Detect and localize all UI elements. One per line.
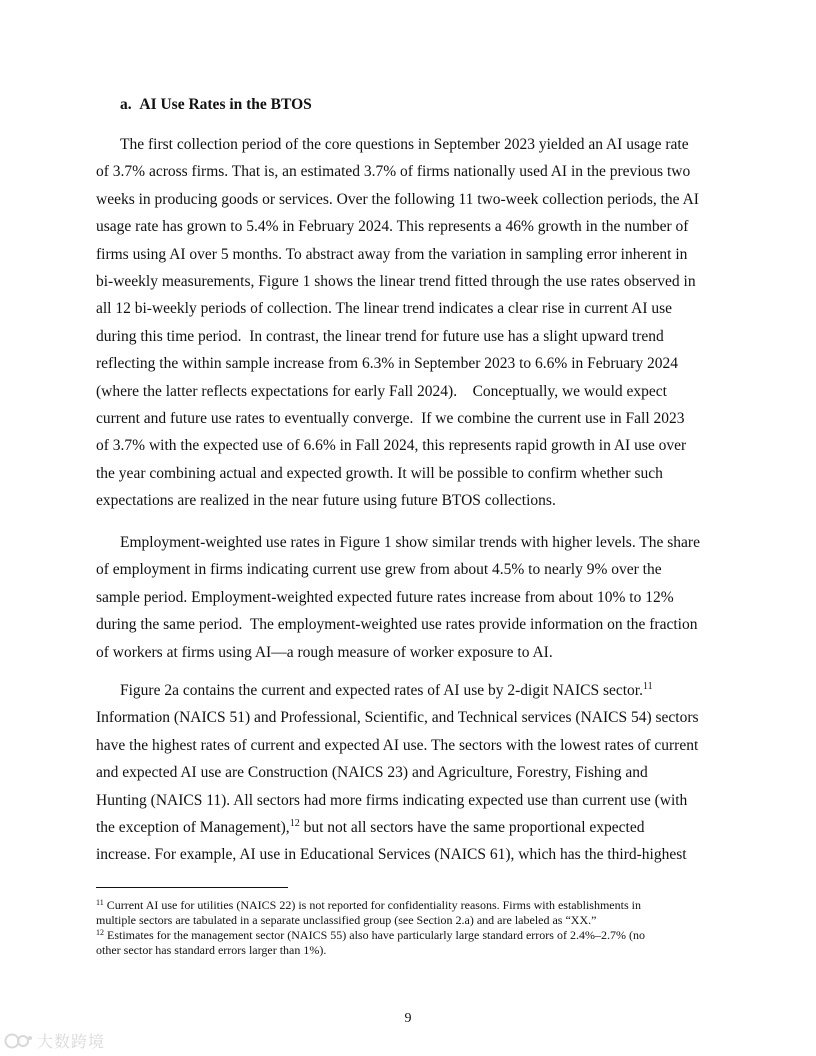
footnote-12-marker: 12 [96,928,104,937]
footnotes [96,898,720,958]
paragraph-1-line: during this time period. In contrast, the linear trend for future use has a slight upward trend [96,327,664,345]
footnote-11-continued: multiple sectors are tabulated in a separate unclassified group (see Section 2.a) and are labeled as “XX.” [96,913,597,927]
paragraph-1-line: expectations are realized in the near future using future BTOS collections. [96,492,556,510]
paragraph-3-line [96,814,724,841]
paragraph-1-line: firms using AI over 5 months. To abstract away from the variation in sampling error inherent in [96,245,688,263]
paragraph-3-text: Figure 2a contains the current and expected rates of AI use by 2-digit NAICS sector. [120,682,643,699]
paragraph-1 [96,131,724,514]
footnote-12 [96,928,720,943]
section-heading: a. AI Use Rates in the BTOS [120,96,312,113]
paragraph-1-line: the year combining actual and expected growth. It will be possible to confirm whether such [96,464,663,482]
paragraph-1-line: The first collection period of the core questions in September 2023 yielded an AI usage rate [120,136,689,153]
paragraph-2-line: of workers at firms using AI—a rough measure of worker exposure to AI. [96,643,553,661]
paragraph-3-line [96,677,724,704]
footnote-11-text: Current AI use for utilities (NAICS 22) is not reported for confidentiality reasons. Firms with establishments in [103,898,641,912]
watermark-text: 大数跨境 [37,1032,106,1051]
paragraph-3-line: Information (NAICS 51) and Professional, Scientific, and Technical services (NAICS 54) sectors [96,709,699,727]
footnote-12-continued: other sector has standard errors larger than 1%). [96,943,327,957]
watermark [4,1029,105,1052]
paragraph-3-line: Hunting (NAICS 11). All sectors had more firms indicating expected use than current use (with [96,791,688,809]
paragraph-1-line: of 3.7% with the expected use of 6.6% in Fall 2024, this represents rapid growth in AI use over [96,437,687,455]
page-number: 9 [404,1011,412,1026]
paragraph-2-line: of employment in firms indicating current use grew from about 4.5% to nearly 9% over the [96,561,662,579]
footnote-ref-11[interactable]: 11 [642,681,653,692]
paragraph-1-line: all 12 bi-weekly periods of collection. The linear trend indicates a clear rise in current AI use [96,300,673,318]
paragraph-3-text: the exception of Management), [96,818,290,836]
paragraph-3 [96,677,724,869]
footnote-11-marker: 11 [96,898,104,907]
paragraph-2-line: sample period. Employment-weighted expected future rates increase from about 10% to 12% [96,588,674,606]
paragraph-2-line: during the same period. The employment-weighted use rates provide information on the fraction [96,616,698,634]
paragraph-1-line: of 3.7% across firms. That is, an estimated 3.7% of firms nationally used AI in the previous two [96,163,691,181]
paragraph-1-line: usage rate has grown to 5.4% in February 2024. This represents a 46% growth in the number of [96,218,689,236]
footnote-ref-12[interactable]: 12 [289,817,300,829]
paragraph-1-line: bi-weekly measurements, Figure 1 shows the linear trend fitted through the use rates observed in [96,272,696,290]
paragraph-3-text: but not all sectors have the same proportional expected [299,818,645,836]
paragraph-3-line: have the highest rates of current and expected AI use. The sectors with the lowest rates of current [96,736,699,754]
watermark-logo-icon [4,1032,34,1050]
paragraph-1-line: current and future use rates to eventually converge. If we combine the current use in Fall 2023 [96,409,685,427]
paragraph-3-line: and expected AI use are Construction (NAICS 23) and Agriculture, Forestry, Fishing and [96,764,648,782]
paragraph-3-line: increase. For example, AI use in Educational Services (NAICS 61), which has the third-highest [96,846,687,864]
footnote-11 [96,898,720,913]
paragraph-2-line: Employment-weighted use rates in Figure 1 show similar trends with higher levels. The share [120,534,700,551]
footnote-divider [96,887,288,888]
paragraph-1-line: reflecting the within sample increase from 6.3% in September 2023 to 6.6% in February 2024 [96,355,678,373]
paragraph-1-line: weeks in producing goods or services. Over the following 11 two-week collection periods, the AI [96,190,699,208]
paragraph-1-line: (where the latter reflects expectations for early Fall 2024). Conceptually, we would expect [96,382,667,400]
paragraph-2 [96,529,724,666]
footnote-12-text: Estimates for the management sector (NAICS 55) also have particularly large standard errors of 2.4%–2.7% (no [104,928,645,942]
